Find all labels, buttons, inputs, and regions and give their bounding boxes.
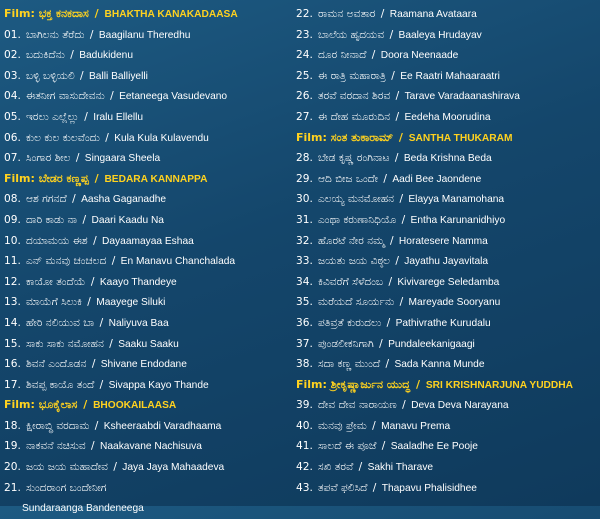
separator: /: [106, 90, 118, 103]
song-item: [296, 457, 596, 478]
separator: /: [392, 90, 403, 103]
song-title-kannada: ಕ್ಷೀರಾಬ್ಧಿ ವರದಾಮ: [26, 419, 90, 432]
song-item: [296, 25, 596, 46]
separator: /: [96, 316, 107, 329]
song-title-english: Deva Deva Narayana: [411, 400, 509, 412]
song-title-english: Thapavu Phalisidhee: [381, 482, 477, 494]
song-title-kannada: ಎನ್ ಮನವು ಚಂಚಲದ: [26, 255, 107, 268]
song-item: [296, 416, 596, 437]
song-title-kannada: ಎಂಥಾ ಕರುಣಾನಿಧಿಯೊ: [318, 213, 397, 226]
separator: /: [392, 110, 403, 123]
song-title-kannada: ಈತನೀಗ ವಾಸುದೇವನು: [26, 90, 105, 103]
song-number: 11.: [4, 255, 21, 268]
song-number: 35.: [296, 296, 313, 309]
separator: /: [387, 69, 399, 82]
separator: /: [80, 110, 92, 123]
song-number: 03.: [4, 69, 21, 82]
song-item: [296, 148, 596, 169]
separator: /: [96, 378, 107, 391]
song-item: [4, 457, 292, 478]
song-number: 39.: [296, 399, 313, 412]
song-item: [4, 86, 292, 107]
film-title-english: BHOOKAILAASA: [93, 400, 177, 412]
film-title-english: SRI KRISHNARJUNA YUDDHA: [425, 379, 573, 391]
separator: /: [68, 193, 80, 206]
song-title-kannada: ಎಲಯ್ಯ ಮನಮೋಹನ: [318, 193, 395, 206]
song-title-kannada: ಮರೆಯದೆ ಸೂರ್ಯನು: [318, 296, 395, 309]
song-title-english: Kaayo Thandeye: [99, 276, 177, 288]
separator: /: [105, 337, 117, 350]
separator: /: [79, 213, 90, 226]
song-title-kannada: ಸುಂದರಾಂಗ ಬಂದೇನೀಗ: [26, 481, 107, 494]
song-title-kannada: ಬೇಡ ಕೃಷ್ಣ ರಂಗಿನಾಟ: [318, 152, 390, 165]
song-title-kannada: ಮಾಯೆಗೆ ಸಿಲುಕಿ: [26, 296, 82, 309]
song-title-english: Maayege Siluki: [96, 297, 166, 309]
song-title-english: Singaara Sheela: [84, 153, 161, 165]
song-number: 15.: [4, 337, 21, 350]
film-title-kannada: ಭಕ್ತ ಕನಕದಾಸ: [38, 7, 89, 20]
song-title-kannada: ಬದುಕಿದೆನು: [26, 49, 65, 62]
song-title-english: Pathivrathe Kurudalu: [395, 317, 491, 329]
tracklist-right-column: [296, 4, 596, 498]
song-title-kannada: ದೂರ ನೀನಾದೆ: [318, 49, 367, 62]
song-title-english: Saaladhe Ee Pooje: [390, 441, 478, 453]
song-item: [4, 210, 292, 231]
song-number: 16.: [4, 358, 21, 371]
song-title-kannada: ಈ ರಾತ್ರಿ ಮಹಾರಾತ್ರಿ: [318, 69, 386, 82]
song-title-kannada: ತರವೆ ವರದಾನ ಶಿರವ: [318, 90, 391, 103]
song-number: 43.: [296, 481, 313, 494]
film-title-kannada: ಸಂತ ತುಕಾರಾಮ್: [330, 130, 394, 144]
song-number: 37.: [296, 337, 313, 350]
separator: /: [83, 296, 95, 309]
song-item: [296, 169, 596, 190]
song-number: 30.: [296, 193, 313, 206]
separator: /: [90, 7, 103, 20]
separator: /: [79, 398, 92, 412]
song-title-english: Jaya Jaya Mahaadeva: [122, 462, 225, 474]
song-title-kannada: ಪತಿವ್ರತೆ ಕುರುದಲು: [318, 316, 382, 329]
song-number: 25.: [296, 69, 313, 82]
song-title-kannada: ನಾಕವನೆ ನಚಿಸುವ: [26, 440, 86, 453]
song-title-kannada: ಆಶ ಗಗನದೆ: [26, 193, 67, 206]
song-item: [4, 107, 292, 128]
song-item: [296, 210, 596, 231]
separator: /: [72, 152, 83, 165]
song-number: 38.: [296, 358, 313, 371]
film-header: [296, 128, 596, 149]
separator: /: [378, 440, 389, 453]
song-title-kannada: ಜಯತು ಜಯ ವಿಠ್ಠಲ: [318, 255, 390, 268]
separator: /: [386, 234, 397, 247]
song-title-english: Eetaneega Vasudevano: [119, 91, 228, 103]
separator: /: [355, 461, 366, 474]
tracklist-left-column: [4, 4, 292, 519]
song-number: 06.: [4, 131, 21, 144]
song-title-english: Aadi Bee Jaondene: [392, 173, 482, 185]
song-number: 41.: [296, 440, 313, 453]
song-item: [296, 107, 596, 128]
song-item: [296, 354, 596, 375]
song-title-kannada: ಮನವು ಪ್ರೇಮ: [318, 419, 367, 432]
separator: /: [109, 461, 121, 474]
song-title-english: Beda Krishna Beda: [403, 153, 492, 165]
song-title-continuation: [4, 498, 292, 519]
song-title-english: Badukidenu: [79, 50, 134, 62]
song-number: 20.: [4, 461, 21, 474]
song-title-kannada: ಸಖಿ ತರವೆ: [318, 461, 354, 474]
separator: /: [396, 296, 407, 309]
song-number: 29.: [296, 172, 313, 185]
song-title-english: Tarave Varadaanashirava: [404, 91, 520, 103]
song-number: 13.: [4, 296, 21, 309]
song-item: [4, 189, 292, 210]
song-number: 21.: [4, 481, 21, 494]
song-title-english: Jayathu Jayavitala: [404, 256, 489, 268]
song-title-kannada: ಬಾಲೆಯ ಹೃದಯವ: [318, 28, 385, 41]
song-title-english: Sundaraanga Bandeneega: [22, 503, 144, 515]
song-item: [4, 375, 292, 396]
song-item: [4, 25, 292, 46]
song-title-english: Raamana Avataara: [389, 9, 477, 20]
song-title-kannada: ಜಯ ಜಯ ಮಹಾದೇವ: [26, 461, 108, 474]
song-number: 18.: [4, 419, 21, 432]
film-header: [4, 4, 292, 25]
separator: /: [395, 130, 407, 144]
song-number: 26.: [296, 90, 313, 103]
song-title-english: Entha Karunanidhiyo: [410, 214, 506, 226]
separator: /: [108, 255, 119, 268]
song-number: 12.: [4, 275, 21, 288]
separator: /: [101, 131, 113, 144]
song-title-english: Dayaamayaa Eshaa: [102, 235, 194, 247]
separator: /: [88, 358, 99, 371]
song-title-kannada: ಸಾಲದೆ ಈ ಪೂಜೆ: [318, 440, 377, 453]
song-title-kannada: ಸಾಕು ಸಾಕು ನಮೋಹನ: [26, 337, 104, 350]
song-number: 28.: [296, 152, 313, 165]
film-prefix: Film:: [4, 398, 35, 412]
song-item: [296, 86, 596, 107]
song-title-english: Naakavane Nachisuva: [100, 441, 202, 453]
song-number: 02.: [4, 49, 21, 62]
song-title-english: Sada Kanna Munde: [394, 359, 485, 371]
song-item: [4, 45, 292, 66]
song-number: 36.: [296, 316, 313, 329]
separator: /: [391, 255, 403, 268]
separator: /: [66, 49, 78, 62]
song-title-kannada: ಹೇರಿ ನಲಿಯುವ ಬಾ: [26, 316, 95, 329]
separator: /: [385, 275, 396, 288]
song-number: 17.: [4, 378, 21, 391]
film-title-kannada: ಭೂಕೈಲಾಸ: [38, 398, 78, 412]
song-item: [4, 251, 292, 272]
song-title-english: Elayya Manamohana: [408, 194, 505, 206]
song-number: 31.: [296, 213, 313, 226]
song-item: [4, 231, 292, 252]
song-title-english: Ee Raatri Mahaaraatri: [400, 70, 500, 82]
film-prefix: Film:: [296, 377, 327, 391]
song-title-kannada: ಇರಲು ಎಲ್ಲೆಲ್ಲು: [26, 110, 79, 123]
separator: /: [383, 316, 394, 329]
song-title-english: Baaleya Hrudayav: [398, 29, 482, 41]
song-title-kannada: ಕಾಯೋ ತಂದೆಯೆ: [26, 275, 86, 288]
song-item: [296, 272, 596, 293]
song-title-english: En Manavu Chanchalada: [120, 256, 236, 268]
separator: /: [396, 193, 407, 206]
song-item: [4, 128, 292, 149]
separator: /: [368, 419, 380, 432]
separator: /: [90, 171, 103, 185]
film-title-english: SANTHA THUKARAM: [408, 132, 513, 144]
separator: /: [86, 28, 97, 41]
song-title-english: Pundaleekanigaagi: [388, 338, 475, 350]
song-item: [4, 292, 292, 313]
song-number: 23.: [296, 28, 313, 41]
song-number: 14.: [4, 316, 21, 329]
song-item: [296, 66, 596, 87]
song-title-english: Kula Kula Kulavendu: [114, 132, 209, 144]
song-item: [4, 313, 292, 334]
song-item: [296, 45, 596, 66]
song-item: [4, 148, 292, 169]
song-item: [296, 478, 596, 499]
song-title-kannada: ರಾಮನ ಅವತಾರ: [318, 8, 376, 20]
song-number: 22.: [296, 8, 313, 20]
song-number: 42.: [296, 461, 313, 474]
song-title-english: Iralu Ellellu: [93, 111, 144, 123]
film-title-english: BEDARA KANNAPPA: [104, 173, 208, 185]
separator: /: [87, 440, 98, 453]
song-title-kannada: ದಯಾಮಯ ಈಶ: [26, 234, 88, 247]
song-title-kannada: ಬಳ್ಳಿ ಬಳ್ಳಿಯಲಿ: [26, 69, 75, 82]
song-title-english: Shivane Endodane: [100, 359, 187, 371]
song-title-english: Manavu Prema: [381, 420, 451, 432]
song-number: 19.: [4, 440, 21, 453]
song-item: [4, 354, 292, 375]
song-title-english: Kivivarege Seledamba: [397, 276, 500, 288]
song-title-english: Aasha Gaganadhe: [81, 194, 167, 206]
song-title-kannada: ಸಿಂಗಾರ ಶೀಲ: [26, 152, 71, 165]
song-item: [296, 251, 596, 272]
song-number: 40.: [296, 419, 313, 432]
song-title-kannada: ಕುಲ ಕುಲ ಕುಲವೆಂದು: [26, 131, 100, 144]
song-number: 32.: [296, 234, 313, 247]
separator: /: [91, 419, 102, 432]
song-title-english: Sakhi Tharave: [367, 462, 434, 474]
separator: /: [368, 49, 379, 62]
song-title-english: Ksheeraabdi Varadhaama: [103, 420, 222, 432]
song-title-kannada: ಶಿವಪ್ಪ ಕಾಯೊ ತಂದೆ: [26, 378, 95, 391]
separator: /: [377, 8, 388, 20]
song-title-kannada: ಆದಿ ಬೀಜ ಒಂದೇ: [318, 172, 378, 185]
song-title-english: Doora Neenaade: [380, 50, 459, 62]
song-item: [296, 231, 596, 252]
song-title-english: Mareyade Sooryanu: [408, 297, 501, 309]
song-title-kannada: ತಪವೆ ಫಲಿಸಿದೆ: [318, 481, 368, 494]
song-item: [4, 478, 292, 499]
song-title-english: Saaku Saaku: [118, 338, 179, 350]
separator: /: [380, 172, 391, 185]
song-title-english: Eedeha Moorudina: [404, 111, 491, 123]
song-title-kannada: ಪುಂಡಲೀಕನಿಗಾಗಿ: [318, 337, 374, 350]
song-title-english: Sivappa Kayo Thande: [108, 379, 209, 391]
film-prefix: Film:: [4, 171, 35, 185]
separator: /: [391, 152, 402, 165]
song-number: 24.: [296, 49, 313, 62]
separator: /: [76, 69, 87, 82]
song-item: [296, 334, 596, 355]
song-number: 27.: [296, 110, 313, 123]
song-item: [296, 436, 596, 457]
song-number: 34.: [296, 275, 313, 288]
separator: /: [369, 481, 380, 494]
song-title-kannada: ಹೊರಟೆ ನೇರ ನಮ್ಮ: [318, 234, 385, 247]
song-title-kannada: ಶಿವನೆ ಎಂದೊಡನ: [26, 358, 87, 371]
song-item: [4, 66, 292, 87]
song-title-english: Baagilanu Theredhu: [98, 29, 191, 41]
separator: /: [412, 377, 424, 391]
song-item: [296, 313, 596, 334]
song-number: 07.: [4, 152, 21, 165]
film-header: [296, 375, 596, 396]
song-number: 04.: [4, 90, 21, 103]
film-header: [4, 395, 292, 416]
song-number: 01.: [4, 28, 21, 41]
film-title-kannada: ಬೇಡರ ಕಣ್ಣಪ್ಪ: [38, 171, 89, 185]
song-item: [4, 272, 292, 293]
song-item: [296, 4, 596, 25]
song-number: 05.: [4, 110, 21, 123]
separator: /: [87, 275, 98, 288]
song-title-kannada: ಈ ದೇಹ ಮೂರುದಿನ: [318, 110, 391, 123]
song-number: 08.: [4, 193, 21, 206]
song-item: [296, 292, 596, 313]
film-prefix: Film:: [296, 130, 327, 144]
song-title-kannada: ಬಾಗಿಲನು ತೆರೆದು: [26, 28, 85, 41]
song-title-english: Balli Balliyelli: [89, 70, 148, 82]
separator: /: [398, 213, 409, 226]
song-title-kannada: ದೇವ ದೇವ ನಾರಾಯಣ: [318, 399, 397, 412]
separator: /: [386, 28, 397, 41]
separator: /: [382, 358, 393, 371]
film-title-kannada: ಶ್ರೀಕೃಷ್ಣಾರ್ಜುನ ಯುದ್ಧ: [330, 377, 411, 391]
song-title-english: Naliyuva Baa: [108, 317, 169, 329]
film-title-english: BHAKTHA KANAKADAASA: [104, 9, 238, 20]
song-title-kannada: ಕಿವಿವರೆಗೆ ಸೆಳೆದಂಬ: [318, 275, 384, 288]
film-header: [4, 169, 292, 190]
song-number: 09.: [4, 213, 21, 226]
separator: /: [398, 399, 410, 412]
song-item: [4, 436, 292, 457]
song-title-english: Daari Kaadu Na: [91, 214, 164, 226]
song-title-kannada: ದಾರಿ ಕಾಡು ನಾ: [26, 213, 78, 226]
film-prefix: Film:: [4, 7, 35, 20]
song-item: [4, 416, 292, 437]
song-item: [296, 395, 596, 416]
song-item: [4, 334, 292, 355]
separator: /: [89, 234, 101, 247]
song-title-kannada: ಸದಾ ಕಣ್ಣ ಮುಂದೆ: [318, 358, 381, 371]
separator: /: [375, 337, 387, 350]
song-number: 10.: [4, 234, 21, 247]
song-number: 33.: [296, 255, 313, 268]
song-item: [296, 189, 596, 210]
song-title-english: Horatesere Namma: [398, 235, 488, 247]
